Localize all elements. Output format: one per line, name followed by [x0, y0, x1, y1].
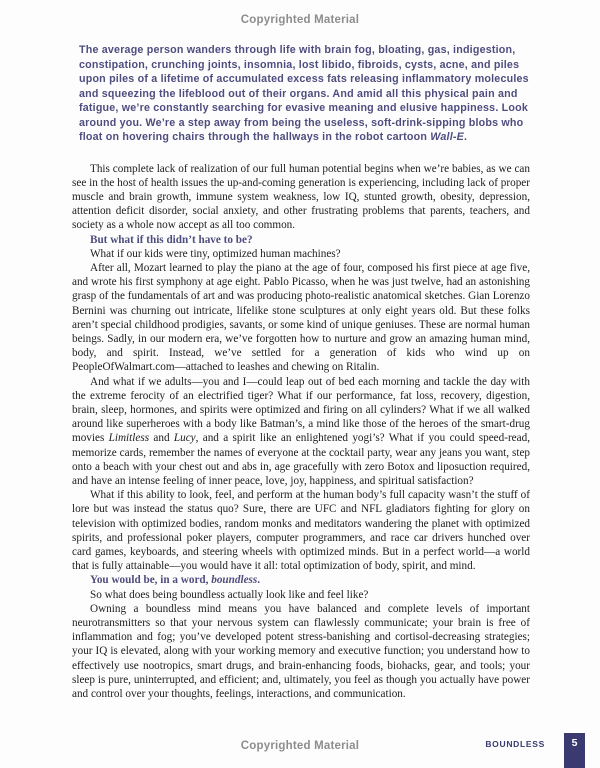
- italic-text: boundless: [211, 574, 258, 587]
- text-segment: And what if we adults—you and I—could leap out of bed each morning and tackle the day with the extreme ferocity of an electrified tiger? What if our performance, fat loss, recovery, digestion, brain, sleep, hormones, and spirits were optimized and firing on all cylinders? What if we all walked around like superheroes with a body like Batman’s, a mind like those of the heroes of the smart-drug movies: [72, 375, 530, 445]
- page-number-tab: [564, 733, 585, 768]
- text-segment: Owning a boundless mind means you have balanced and complete levels of important neurotransmitters so that your nervous system can flawlessly communicate; your brain is free of inflammation and fog; you’ve developed potent stress-banishing and cortisol-decreasing strategies; your IQ is elevated, along with your working memory and executive function; you understand how to effectively use nootropics, smart drugs, and brain-enhancing foods, biohacks, gear, and tools; your sleep is pure, uninterrupted, and efficient; and, ultimately, you feel as though you actually have power and control over your thoughts, feelings, interactions, and communication.: [72, 602, 530, 701]
- text-segment: What if our kids were tiny, optimized human machines?: [90, 247, 341, 260]
- text-segment: So what does being boundless actually look like and feel like?: [90, 588, 369, 601]
- text-segment: , and a spirit like an enlightened yogi’s? What if you could speed-read, memorize cards, remember the names of everyone at the cocktail party, wear any jeans you want, step onto a beach with your chest out and abs in, age gracefully with zero Botox and liposuction required, and have an intense feeling of inner peace, love, joy, happiness, and spiritual satisfaction?: [72, 432, 530, 487]
- body-paragraph: [72, 488, 530, 573]
- text-segment: .: [257, 574, 261, 587]
- body-paragraph: [72, 375, 530, 489]
- text-segment: After all, Mozart learned to play the piano at the age of four, composed his first piece at age five, and wrote his first symphony at age eight. Pablo Picasso, when he was just twelve, had an astonishing grasp of the fundamentals of art and was producing photo-realistic anatomical sketches. Gian Lorenzo Bernini was churning out intricate, lifelike stone sculptures at only eight years old. But these folks aren’t special childhood prodigies, savants, or some kind of unique geniuses. These are normal human beings. Sadly, in our modern era, we’ve forgotten how to nurture and grow an amazing human mind, body, and spirit. Instead, we’ve settled for a generation of kids who wind up on PeopleOfWalmart.com—attached to leashes and chewing on Ritalin.: [72, 261, 530, 374]
- text-segment: What if this ability to look, feel, and perform at the human body’s full capacity wasn’t the stuff of lore but was instead the status quo? Sure, there are UFC and NFL gladiators fighting for glory on television with optimized bodies, random monks and meditators wandering the planet with optimized spirits, and professional poker players, computer programmers, and race car drivers hunched over card games, keyboards, and steering wheels with optimized minds. But in a perfect world—a world that is fully attainable—you would have it all: total optimization of body, spirit, and mind.: [72, 489, 530, 573]
- italic-text: Wall-E: [430, 131, 464, 143]
- text-segment: This complete lack of realization of our full human potential begins when we’re babies, as we can see in the host of health issues the up-and-coming generation is experiencing, including lack of proper muscle and brain growth, immune system weakness, low IQ, stunted growth, obesity, depression, attention deficit disorder, social anxiety, and other frustrating problems that parents, teachers, and society as a whole now accept as all too common.: [72, 162, 530, 232]
- body-paragraph: [72, 588, 530, 602]
- text-segment: and: [149, 432, 174, 445]
- text-segment: But what if this didn’t have to be?: [90, 233, 253, 246]
- text-segment: The average person wanders through life with brain fog, bloating, gas, indigestion, constipation, crunching joints, insomnia, lost libido, fibroids, cysts, acne, and piles upon piles of a lifetime of accumulated excess fats releasing inflammatory molecules and squeezing the lifeblood out of their organs. And amid all this physical pain and fatigue, we’re constantly searching for evasive meaning and elusive happiness. Look around you. We’re a step away from being the useless, soft-drink-sipping blobs who float on hovering chairs through the hallways in the robot cartoon: [79, 44, 529, 143]
- accent-line: [72, 233, 530, 247]
- body-paragraph: [72, 261, 530, 375]
- page-number: 5: [571, 737, 578, 749]
- body-paragraph: [72, 247, 530, 261]
- body-paragraph: [72, 162, 530, 233]
- text-segment: You would be, in a word,: [90, 574, 212, 587]
- page-content: [72, 43, 530, 701]
- book-title-footer: BOUNDLESS: [485, 739, 545, 749]
- copyright-notice-bottom: Copyrighted Material: [240, 740, 360, 752]
- italic-text: Lucy: [173, 432, 196, 445]
- italic-text: Limitless: [108, 432, 150, 445]
- text-segment: .: [463, 131, 468, 143]
- body-paragraph: [72, 602, 530, 701]
- accent-line: [72, 573, 530, 587]
- copyright-notice-top: Copyrighted Material: [240, 14, 360, 26]
- intro-paragraph: [79, 43, 531, 145]
